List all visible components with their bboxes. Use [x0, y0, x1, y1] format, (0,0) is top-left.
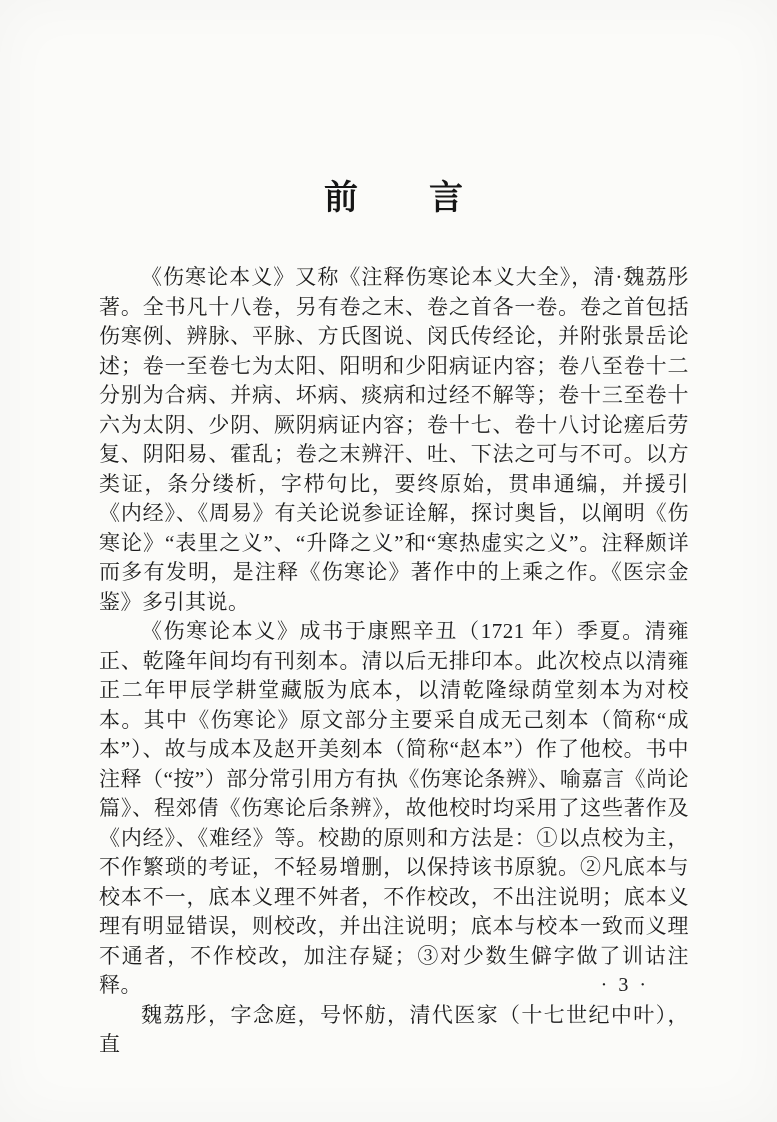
preface-paragraph-3: 魏荔彤，字念庭，号怀舫，清代医家（十七世纪中叶），直: [99, 1002, 689, 1056]
preface-paragraph-2: 《伤寒论本义》成书于康熙辛丑（1721 年）季夏。清雍正、乾隆年间均有刊刻本。清以后无排印本。此次校点以清雍正二年甲辰学耕堂藏版为底本，以清乾隆绿荫堂刻本为对校本。其中《伤寒论》原文部分主要采自成无己刻本（简称“成本”）、故与成本及赵开美刻本（简称“赵本”）作了他校。书中注释（“按”）部分常引用方有执《伤寒论条辨》、喻嘉言《尚论篇》、程郊倩《伤寒论后条辨》，故他校时均采用了这些著作及《内经》、《难经》等。校勘的原则和方法是：①以点校为主，不作繁琐的考证，不轻易增删，以保持该书原貌。②凡底本与校本不一，底本义理不舛者，不作校改，不出注说明；底本义理有明显错误，则校改，并出注说明；底本与校本一致而义理不通者，不作校改，加注存疑；③对少数生僻字做了训诂注释。: [99, 619, 689, 997]
page-title: 前 言: [324, 180, 464, 217]
page-content: [99, 170, 689, 1060]
page-number: · 3 ·: [600, 974, 649, 996]
preface-paragraph-1: 《伤寒论本义》又称《注释伤寒论本义大全》，清·魏荔彤著。全书凡十八卷，另有卷之末、卷之首各一卷。卷之首包括伤寒例、辨脉、平脉、方氏图说、闵氏传经论，并附张景岳论述；卷一至卷七为太阳、阳明和少阳病证内容；卷八至卷十二分别为合病、并病、坏病、痰病和过经不解等；卷十三至卷十六为太阴、少阴、厥阴病证内容；卷十七、卷十八讨论瘥后劳复、阴阳易、霍乱；卷之末辨汗、吐、下法之可与不可。以方类证，条分缕析，字栉句比，要终原始，贯串通编，并援引《内经》、《周易》有关论说参证诠解，探讨奥旨，以阐明《伤寒论》“表里之义”、“升降之义”和“寒热虚实之义”。注释颇详而多有发明，是注释《伤寒论》著作中的上乘之作。《医宗金鉴》多引其说。: [99, 265, 689, 614]
preface-body: [99, 263, 689, 1060]
